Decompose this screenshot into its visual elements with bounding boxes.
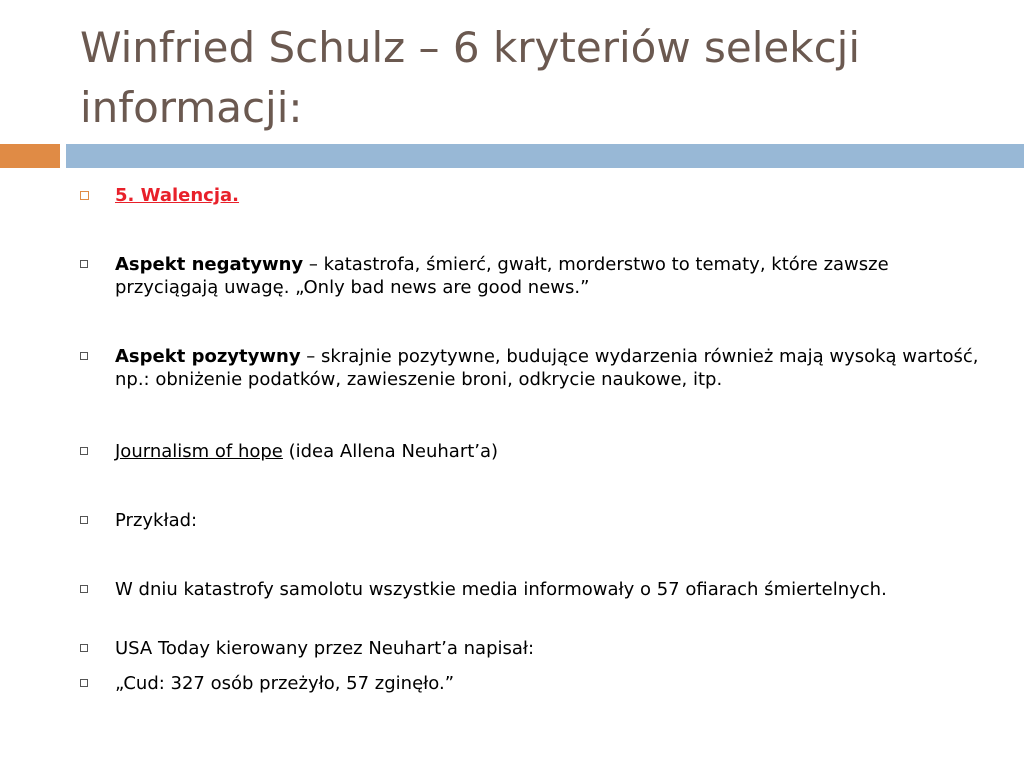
negative-label: Aspekt negatywny <box>115 254 304 275</box>
positive-desc: – skrajnie pozytywne, budujące wydarzenia również mają wysoką wartość, np.: obniżenie podatków, zawieszenie broni, odkrycie naukowe, itp. <box>115 346 979 390</box>
positive-label: Aspekt pozytywny <box>115 346 301 367</box>
bullet-example-3 <box>80 672 980 695</box>
slide-title: Winfried Schulz – 6 kryteriów selekcji informacji: <box>80 23 861 132</box>
negative-text <box>115 253 980 299</box>
square-bullet-icon <box>80 191 89 200</box>
example-label: Przykład: <box>115 510 198 531</box>
bullet-hope <box>80 440 980 463</box>
section-heading: 5. Walencja. <box>115 185 240 206</box>
example-line: USA Today kierowany przez Neuhart’a napisał: <box>115 638 535 659</box>
square-bullet-icon <box>80 585 88 593</box>
square-bullet-icon <box>80 679 88 687</box>
bullet-example-2 <box>80 637 980 660</box>
negative-desc: – katastrofa, śmierć, gwałt, morderstwo to tematy, które zawsze przyciągają uwagę. „Only bad news are good news.” <box>115 254 889 298</box>
bullet-negative <box>80 253 980 299</box>
bullet-heading <box>80 184 980 207</box>
positive-text <box>115 345 980 391</box>
hope-text <box>115 440 980 463</box>
square-bullet-icon <box>80 516 88 524</box>
example-line: W dniu katastrofy samolotu wszystkie media informowały o 57 ofiarach śmiertelnych. <box>115 579 887 600</box>
square-bullet-icon <box>80 447 88 455</box>
square-bullet-icon <box>80 644 88 652</box>
bullet-positive <box>80 345 980 391</box>
square-bullet-icon <box>80 260 88 268</box>
bullet-example-1 <box>80 578 980 601</box>
example-line: „Cud: 327 osób przeżyło, 57 zginęło.” <box>115 673 455 694</box>
journalism-of-hope-link[interactable]: Journalism of hope <box>115 441 283 462</box>
bullet-example-label <box>80 509 980 532</box>
hope-desc: (idea Allena Neuhart’a) <box>282 441 499 462</box>
square-bullet-icon <box>80 352 88 360</box>
